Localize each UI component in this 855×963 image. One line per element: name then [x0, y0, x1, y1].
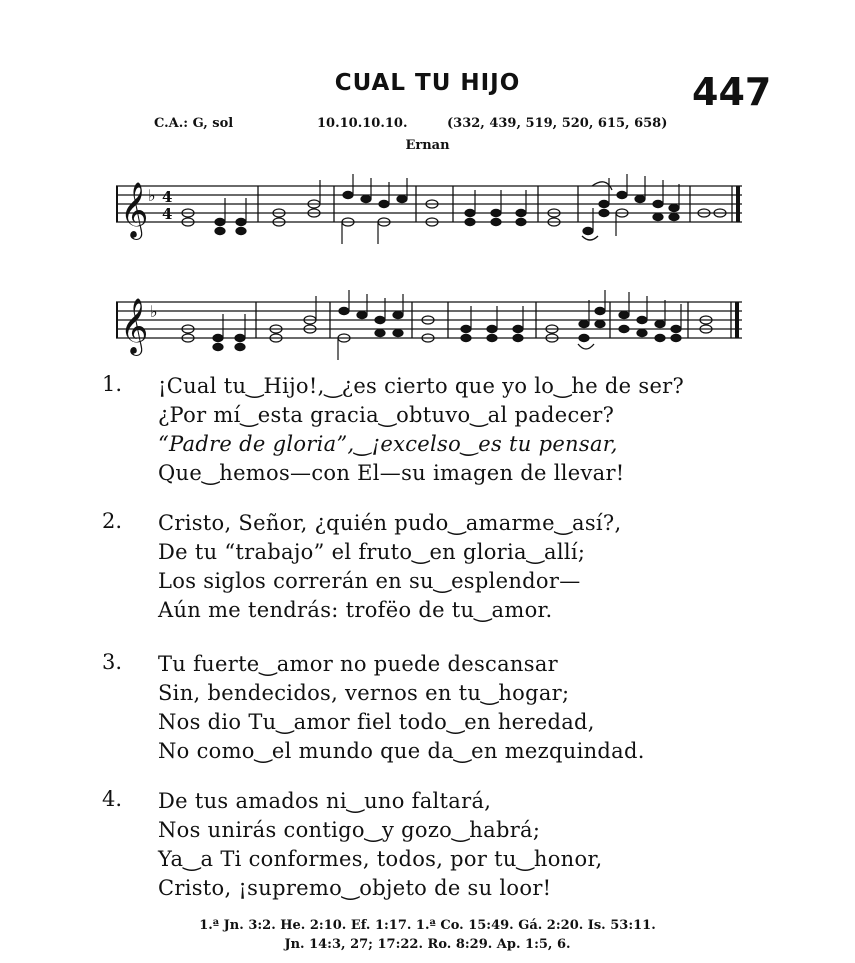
scripture-references-line-1: 1.ª Jn. 3:2. He. 2:10. Ef. 1:17. 1.ª Co. 15:49. Gá. 2:20. Is. 53:11.	[199, 918, 656, 933]
related-hymns: (332, 439, 519, 520, 615, 658)	[447, 116, 668, 131]
verse-line: Nos dio Tu‿amor fiel todo‿en heredad,	[158, 710, 595, 734]
meter-info: 10.10.10.10.	[317, 116, 408, 131]
svg-text:♭: ♭	[148, 186, 156, 205]
svg-text:♭: ♭	[150, 302, 158, 321]
verse-number: 4.	[102, 787, 123, 811]
svg-text:4: 4	[162, 188, 173, 206]
verse-number: 1.	[102, 372, 123, 396]
music-staff-2	[116, 282, 742, 364]
verse-line: No como‿el mundo que da‿en mezquindad.	[158, 739, 645, 763]
verse-line: Cristo, Señor, ¿quién pudo‿amarme‿así?,	[158, 511, 622, 535]
verse-line: Que‿hemos—con El—su imagen de llevar!	[158, 461, 625, 485]
hymn-title: CUAL TU HIJO	[334, 70, 521, 96]
verse-number: 3.	[102, 650, 123, 674]
hymn-number: 447	[692, 70, 772, 114]
verse-line: ¡Cual tu‿Hijo!,‿¿es cierto que yo lo‿he de ser?	[158, 374, 685, 398]
verse-line: Ya‿a Ti conformes, todos, por tu‿honor,	[158, 847, 603, 871]
verse-line: Aún me tendrás: trofëo de tu‿amor.	[158, 598, 553, 622]
music-staff-1	[116, 166, 742, 248]
svg-text:𝄞: 𝄞	[120, 298, 149, 354]
key-signature-info: C.A.: G, sol	[154, 116, 234, 131]
verse-line: Sin, bendecidos, vernos en tu‿hogar;	[158, 681, 570, 705]
tune-name: Ernan	[405, 138, 450, 153]
verse-line: De tus amados ni‿uno faltará,	[158, 789, 492, 813]
scripture-references-line-2: Jn. 14:3, 27; 17:22. Ro. 8:29. Ap. 1:5, 6.	[284, 937, 571, 952]
verse-line: Tu fuerte‿amor no puede descansar	[158, 652, 558, 676]
svg-text:4: 4	[162, 205, 173, 223]
verse-line: “Padre de gloria”,‿¡excelso‿es tu pensar,	[158, 432, 618, 456]
verse-line: Nos unirás contigo‿y gozo‿habrá;	[158, 818, 541, 842]
svg-text:𝄞: 𝄞	[120, 182, 149, 238]
verse-line: De tu “trabajo” el fruto‿en gloria‿allí;	[158, 540, 586, 564]
verse-line: Los siglos correrán en su‿esplendor—	[158, 569, 581, 593]
verse-number: 2.	[102, 509, 123, 533]
verse-line: Cristo, ¡supremo‿objeto de su loor!	[158, 876, 552, 900]
verse-line: ¿Por mí‿esta gracia‿obtuvo‿al padecer?	[158, 403, 615, 427]
